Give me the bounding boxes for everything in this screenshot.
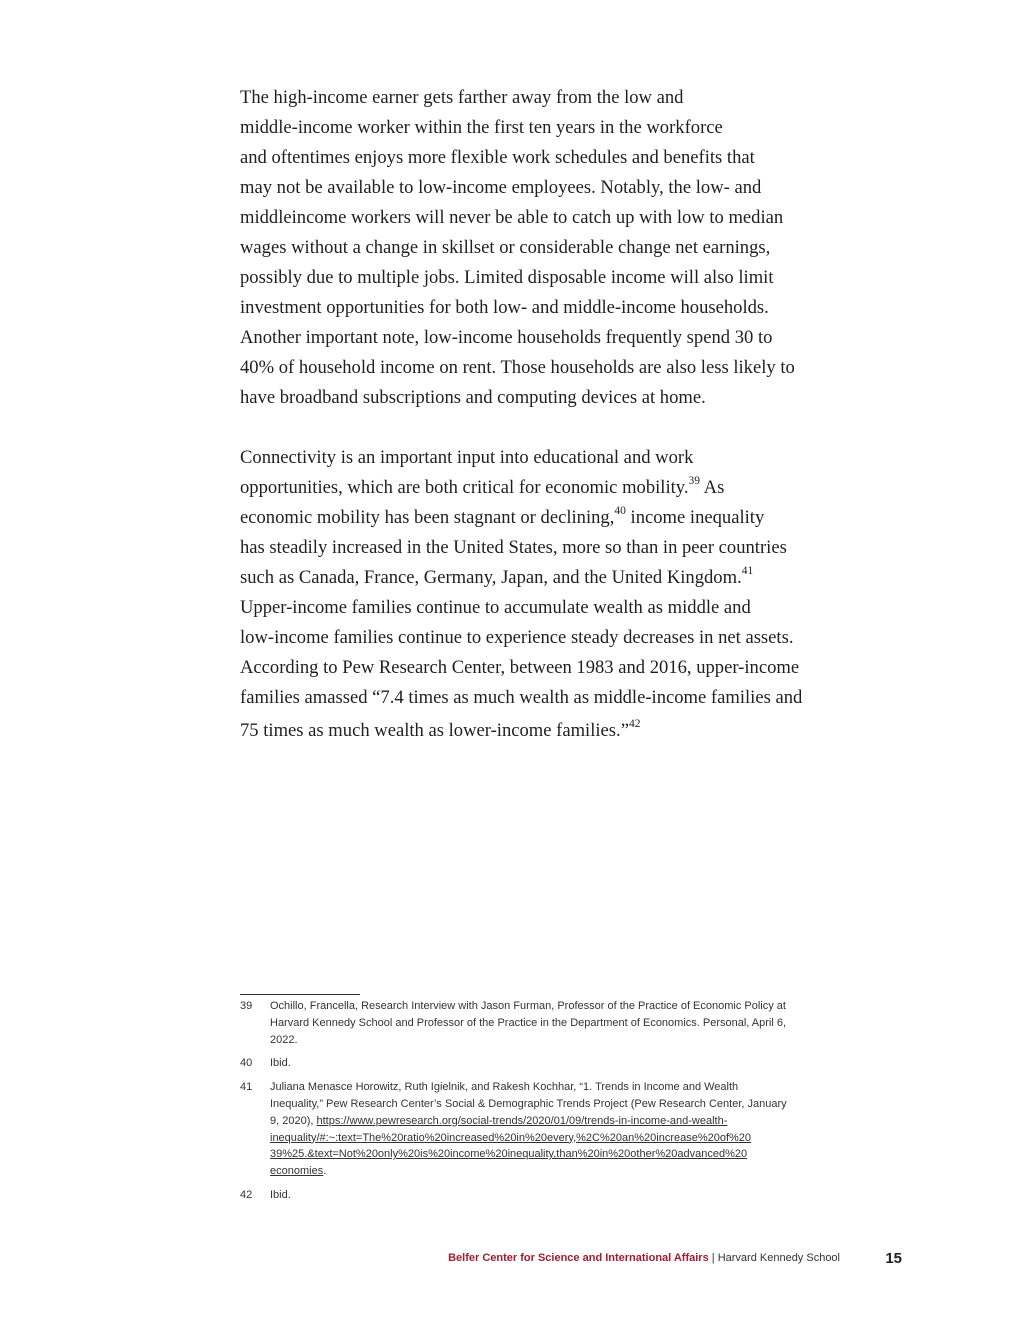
footnote-divider: [240, 994, 360, 995]
paragraph-line: possibly due to multiple jobs. Limited disposable income will also limit: [240, 267, 774, 288]
footnote-line: 2022.: [270, 1033, 298, 1046]
paragraph-2: [240, 443, 840, 746]
paragraph-line: may not be available to low-income employees. Notably, the low- and: [240, 177, 762, 198]
paragraph-line: [240, 503, 840, 533]
footer-organization: Belfer Center for Science and International Affairs: [448, 1252, 709, 1264]
footnote-number: 39: [240, 1000, 253, 1012]
paragraph-line: have broadband subscriptions and computing devices at home.: [240, 387, 706, 408]
paragraph-line: and oftentimes enjoys more flexible work schedules and benefits that: [240, 147, 755, 168]
page-footer: [300, 1252, 840, 1264]
footnote-line: [270, 1146, 840, 1163]
footnote-ref-42[interactable]: 42: [628, 717, 641, 730]
footnote-line: Inequality,” Pew Research Center’s Social & Demographic Trends Project (Pew Research Center, January: [270, 1097, 787, 1110]
paragraph-line: low-income families continue to experience steady decreases in net assets.: [240, 627, 794, 648]
paragraph-line: [240, 563, 840, 593]
footnote-39: [240, 998, 840, 1048]
paragraph-line: wages without a change in skillset or considerable change net earnings,: [240, 237, 771, 258]
footnote-ref-40[interactable]: 40: [614, 504, 626, 517]
footnote-number: 42: [240, 1188, 253, 1201]
paragraph-line: According to Pew Research Center, between 1983 and 2016, upper-income: [240, 657, 800, 678]
footnote-text: Ibid.: [270, 1057, 291, 1070]
footnote-text: [270, 998, 840, 1048]
line-text: economic mobility has been stagnant or declining,: [240, 507, 615, 528]
paragraph-line: Connectivity is an important input into educational and work: [240, 447, 694, 468]
line-text: such as Canada, France, Germany, Japan, and the United Kingdom.: [240, 567, 742, 588]
paragraph-line: The high-income earner gets farther away from the low and: [240, 87, 684, 108]
footer-school: Harvard Kennedy School: [717, 1252, 840, 1264]
footnote-number: 40: [240, 1057, 253, 1070]
footnote-ref-41[interactable]: 41: [741, 564, 754, 577]
footnote-42: [240, 1187, 840, 1204]
footnote-41: [240, 1079, 840, 1180]
footer-separator: |: [708, 1252, 718, 1264]
footnote-line: Harvard Kennedy School and Professor of the Practice in the Department of Economics. Personal, April 6,: [270, 1016, 787, 1029]
footnote-40: [240, 1055, 840, 1072]
paragraph-line: [240, 473, 840, 503]
footnote-line: [270, 1163, 840, 1180]
paragraph-1: [240, 83, 840, 413]
footnote-number: 41: [240, 1081, 253, 1094]
footnotes: [240, 998, 840, 1211]
footnote-period: .: [323, 1165, 327, 1178]
footnote-line: Juliana Menasce Horowitz, Ruth Igielnik, and Rakesh Kochhar, “1. Trends in Income and Wealth: [270, 1081, 739, 1094]
footnote-line: [270, 1113, 840, 1130]
footnote-citation-date: 9, 2020),: [270, 1114, 317, 1127]
footnote-line: Ochillo, Francella, Research Interview with Jason Furman, Professor of the Practice of Economic Policy at: [270, 1000, 786, 1012]
paragraph-line: has steadily increased in the United States, more so than in peer countries: [240, 537, 787, 558]
paragraph-line: middle-income worker within the first ten years in the workforce: [240, 117, 723, 138]
page-number: 15: [885, 1250, 902, 1267]
footnote-text: Ibid.: [270, 1188, 291, 1201]
paragraph-line: [240, 716, 840, 746]
paragraph-line: Another important note, low-income households frequently spend 30 to: [240, 327, 773, 348]
line-text: income inequality: [625, 507, 765, 528]
line-text: 75 times as much wealth as lower-income families.”: [240, 720, 629, 741]
paragraph-line: families amassed “7.4 times as much wealth as middle-income families and: [240, 687, 803, 708]
paragraph-line: Upper-income families continue to accumulate wealth as middle and: [240, 597, 751, 618]
pew-research-link[interactable]: https://www.pewresearch.org/social-trends/2020/01/09/trends-in-income-and-wealth-: [316, 1114, 728, 1127]
footnote-text: [270, 1079, 840, 1180]
pew-research-link[interactable]: 39%25.&text=Not%20only%20is%20income%20inequality,than%20in%20other%20advanced%20: [270, 1148, 748, 1161]
paragraph-line: investment opportunities for both low- and middle-income households.: [240, 297, 769, 318]
pew-research-link[interactable]: inequality/#:~:text=The%20ratio%20increased%20in%20every,%2C%20an%20increase%20of%20: [270, 1131, 752, 1144]
paragraph-line: 40% of household income on rent. Those households are also less likely to: [240, 357, 795, 378]
footnote-line: [270, 1130, 840, 1147]
pew-research-link[interactable]: economies: [270, 1165, 324, 1178]
paragraph-line: middleincome workers will never be able to catch up with low to median: [240, 207, 784, 228]
footnote-ref-39[interactable]: 39: [688, 474, 701, 487]
line-text: As: [700, 477, 725, 498]
line-text: opportunities, which are both critical for economic mobility.: [240, 477, 689, 498]
